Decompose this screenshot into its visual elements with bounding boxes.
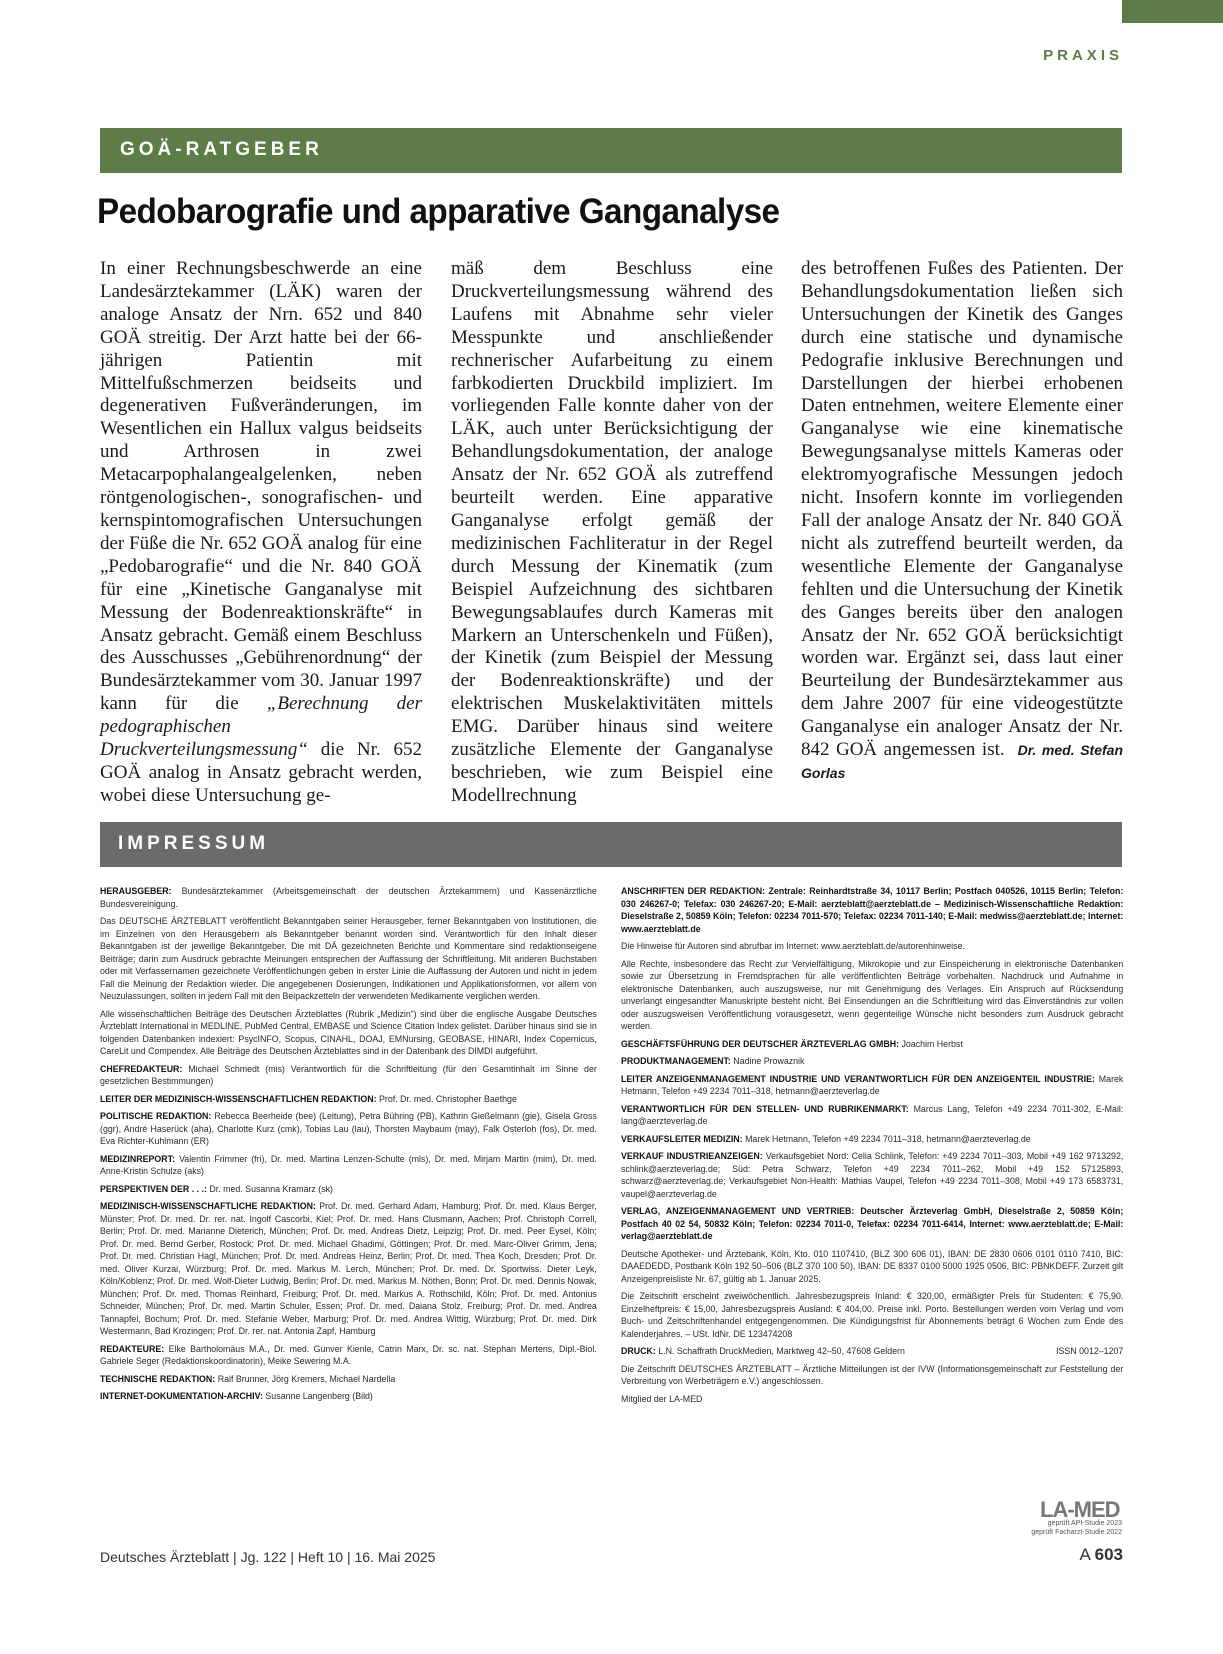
impressum-entry bbox=[100, 1184, 597, 1197]
impressum-entry bbox=[621, 1056, 1123, 1069]
article-text: die Nr. 652 GOÄ analog in Ansatz gebracht werden, wobei diese Untersuchung ge- bbox=[100, 739, 422, 806]
impressum-text: Die Zeitschrift erscheint zweiwöchentlich. Jahresbezugspreis Inland: € 320,00, ermäßigter Preis für Studenten: € 75,90. Einzelheftpreis: € 15,00, Jahresbezugspreis Ausland: € 404,00. Preise inkl. Porto. Bestellungen werden vom Verlag und vom Buch- und Zeitschriftenhandel entgegengenommen. Die Kündigungsfrist für Abonnements beträgt 6 Wochen zum Ende des Kalenderjahres. – USt. IdNr. DE 123474208 bbox=[621, 1291, 1124, 1340]
impressum-entry bbox=[100, 1344, 597, 1369]
impressum-text: Elke Bartholomäus M.A., Dr. med. Gunver Kienle, Catrin Marx, Dr. sc. nat. Stephan Mertens, Dipl.-Biol. Gabriele Seger (Redaktionskoordinatorin), Meike Sewering M.A. bbox=[100, 1343, 597, 1367]
article-column-1 bbox=[100, 258, 422, 808]
impressum-text: Dr. med. Susanna Kramarz (sk) bbox=[209, 1183, 333, 1195]
impressum-text: Marek Hetmann, Telefon +49 2234 7011–318, hetmann@aerzteverlag.de bbox=[621, 1073, 1124, 1097]
corner-color-tab bbox=[1122, 0, 1223, 23]
impressum-entry bbox=[621, 1039, 1123, 1052]
impressum-text: Susanne Langenberg (Bild) bbox=[265, 1391, 373, 1402]
impressum-entry bbox=[100, 1391, 597, 1404]
page-prefix: A bbox=[1079, 1545, 1090, 1564]
lamed-note: geprüft API-Studie 2023 bbox=[1047, 1520, 1122, 1527]
impressum-label: VERKAUF INDUSTRIEANZEIGEN: bbox=[621, 1151, 763, 1162]
article-title: Pedobarografie und apparative Ganganalyse bbox=[97, 192, 780, 231]
impressum-text: Joachim Herbst bbox=[901, 1038, 963, 1050]
impressum-label: REDAKTEURE: bbox=[100, 1343, 165, 1355]
impressum-entry bbox=[621, 1104, 1123, 1129]
impressum-text: Marek Hetmann, Telefon +49 2234 7011–318, hetmann@aerzteverlag.de bbox=[745, 1133, 1031, 1145]
impressum-bar: IMPRESSUM bbox=[100, 822, 1122, 867]
impressum-label: MEDIZINISCH-WISSENSCHAFTLICHE REDAKTION: bbox=[100, 1201, 316, 1212]
lamed-notes bbox=[1012, 1520, 1122, 1537]
impressum-text: Alle wissenschaftlichen Beiträge des Deutschen Ärzteblattes (Rubrik „Medizin“) sind über die englische Ausgabe Deutsches Ärzteblatt International in MEDLINE, PubMed Central, EMBASE und Science Citation Index gelistet. Darüber hinaus sind sie in folgenden Datenbanken indexiert: PsycINFO, Scopus, CINAHL, DOAJ, EMNursing, GEOBASE, HINARI, Index Copernicus, CareLit und Compendex. Alle Beiträge des Deutschen Ärzteblattes sind in der Datenbank des DIMDI aufgeführt. bbox=[100, 1008, 597, 1057]
impressum-entry bbox=[100, 916, 597, 1004]
impressum-entry bbox=[100, 1201, 597, 1339]
impressum-label: LEITER ANZEIGENMANAGEMENT INDUSTRIE UND VERANTWORTLICH FÜR DEN ANZEIGENTEIL INDUSTRIE: bbox=[621, 1073, 1095, 1085]
impressum-label: HERAUSGEBER: bbox=[100, 886, 172, 897]
impressum-label: LEITER DER MEDIZINISCH-WISSENSCHAFTLICHEN REDAKTION: bbox=[100, 1093, 377, 1105]
impressum-right-column bbox=[621, 886, 1123, 1411]
impressum-label: MEDIZINREPORT: bbox=[100, 1153, 176, 1165]
impressum-label: VERKAUFSLEITER MEDIZIN: bbox=[621, 1133, 743, 1145]
impressum-text: Die Hinweise für Autoren sind abrufbar im Internet: www.aerzteblatt.de/autorenhinweise. bbox=[621, 941, 965, 952]
article-body bbox=[100, 258, 1123, 806]
impressum-entry bbox=[100, 1094, 597, 1107]
section-label: PRAXIS bbox=[1043, 47, 1123, 64]
impressum-label: VERANTWORTLICH FÜR DEN STELLEN- UND RUBRIKENMARKT: bbox=[621, 1103, 909, 1115]
impressum-entry bbox=[100, 886, 597, 911]
impressum-entry bbox=[100, 1009, 597, 1059]
impressum-left-column bbox=[100, 886, 597, 1409]
impressum-entry bbox=[621, 1151, 1123, 1201]
article-column-2: mäß dem Beschluss eine Druckverteilungsmessung während des Laufens mit Abnahme sehr vieler Messpunkte und anschließender rechnerischer Aufarbeitung zu einem farbkodierten Druckbild impliziert. Im vorliegenden Falle konnte daher von der LÄK, auch unter Berücksichtigung der Behandlungsdokumentation, der analoge Ansatz der Nr. 652 GOÄ als zutreffend beurteilt werden. Eine apparative Ganganalyse erfolgt gemäß der medizinischen Fachliteratur in der Regel durch Messung der Kinematik (zum Beispiel Aufzeichnung des sichtbaren Bewegungsablaufes durch Kameras mit Markern an Unterschenkeln und Füßen), der Kinetik (zum Beispiel der Messung der Bodenreaktionskräfte) und der elektrischen Muskelaktivitäten mittels EMG. Darüber hinaus sind weitere zusätzliche Elemente der Ganganalyse beschrieben, wie zum Beispiel eine Modellrechnung bbox=[451, 258, 773, 806]
impressum-entry bbox=[621, 1291, 1123, 1341]
article-author: Dr. med. Stefan Gorlas bbox=[801, 742, 1123, 781]
impressum-text: Nadine Prowaznik bbox=[733, 1056, 805, 1067]
lamed-note: geprüft Facharzt-Studie 2022 bbox=[1031, 1528, 1122, 1536]
page-number: 603 bbox=[1094, 1545, 1123, 1564]
impressum-label: GESCHÄFTSFÜHRUNG DER DEUTSCHER ÄRZTEVERLAG GMBH: bbox=[621, 1038, 900, 1050]
impressum-text: Michael Schmedt (mis) Verantwortlich für die Schriftleitung (für den Gesamtinhalt im Sinne der gesetzlichen Bestimmungen) bbox=[100, 1063, 597, 1087]
impressum-entry bbox=[621, 941, 1123, 954]
impressum-label: TECHNISCHE REDAKTION: bbox=[100, 1373, 216, 1385]
impressum-label: ANSCHRIFTEN DER REDAKTION: bbox=[621, 886, 766, 897]
impressum-label: DRUCK: bbox=[621, 1346, 656, 1357]
impressum-entry bbox=[621, 959, 1123, 1034]
impressum-entry bbox=[621, 1394, 1123, 1407]
lamed-logo-text: LA-MED bbox=[1040, 1497, 1120, 1522]
impressum-entry bbox=[621, 1249, 1123, 1287]
impressum-label: PRODUKTMANAGEMENT: bbox=[621, 1056, 731, 1067]
impressum-text: Bundesärztekammer (Arbeitsgemeinschaft der deutschen Ärztekammern) und Kassenärztliche Bundesvereinigung. bbox=[100, 886, 597, 910]
impressum-entry bbox=[621, 1074, 1123, 1099]
impressum-text: Das DEUTSCHE ÄRZTEBLATT veröffentlicht Bekanntgaben seiner Herausgeber, ferner Bekanntgaben von Institutionen, die im Einzelnen von den Herausgebern als Bekanntgeber benannt worden sind. Verantwortlich für den Inhalt dieser Bekanntgaben ist der jeweilige Bekanntgeber. Die mit DÄ gezeichneten Berichte und Kommentare sind redaktionseigene Beiträge; darin zum Ausdruck gebrachte Meinungen entsprechen der Auffassung der Schriftleitung. Mit anderen Buchstaben oder mit Verfassernamen gezeichnete Veröffentlichungen geben in erster Linie die Auffassung der Autoren und nicht in jedem Fall die Meinung der Redaktion wieder. Die angegebenen Dosierungen, Indikationen und Applikationsformen, vor allem von Neuzulassungen, sollten in jedem Fall mit den Beipackzetteln der verwendeten Medikamente verglichen werden. bbox=[100, 916, 597, 1002]
impressum-entry bbox=[100, 1111, 597, 1149]
impressum-text: Valentin Frimmer (fri), Dr. med. Martina Lenzen-Schulte (mls), Dr. med. Mirjam Martin (mim), Dr. med. Anne-Kristin Schulze (aks) bbox=[100, 1153, 597, 1177]
impressum-label: VERLAG, ANZEIGENMANAGEMENT UND VERTRIEB: bbox=[621, 1206, 855, 1217]
impressum-entry bbox=[621, 1346, 1123, 1359]
article-text: des betroffenen Fußes des Patienten. Der Behandlungsdokumentation ließen sich Untersuchungen der Kinetik des Ganges durch eine statische und dynamische Pedografie inklusive Berechnungen und Darstellungen der hierbei erhobenen Daten entnehmen, weitere Elemente einer Ganganalyse wie eine kinematische Bewegungsanalyse mittels Kameras oder elektromyografische Messungen jedoch nicht. Insofern konnte im vorliegenden Fall der analoge Ansatz der Nr. 840 GOÄ nicht als zutreffend beurteilt werden, da wesentliche Elemente der Ganganalyse fehlten und die Untersuchung der Kinetik des Ganges bereits über den analogen Ansatz der Nr. 652 GOÄ berücksichtigt worden war. Ergänzt sei, dass laut einer Beurteilung der Bundesärztekammer aus dem Jahre 2007 für eine videogestützte Ganganalyse ein analoger Ansatz der Nr. 842 GOÄ angemessen ist. bbox=[801, 258, 1123, 761]
impressum-text: Die Zeitschrift DEUTSCHES ÄRZTEBLATT – Ärztliche Mitteilungen ist der IVW (Informationsgemeinschaft zur Feststellung der Verbreitung von Werbeträgern e.V.) angeschlossen. bbox=[621, 1363, 1124, 1387]
impressum-text: Ralf Brunner, Jörg Kremers, Michael Nardella bbox=[217, 1373, 396, 1385]
impressum-entry bbox=[621, 1206, 1123, 1244]
footer-page bbox=[1079, 1545, 1123, 1565]
impressum-entry bbox=[621, 886, 1123, 936]
footer-citation: Deutsches Ärzteblatt | Jg. 122 | Heft 10 | 16. Mai 2025 bbox=[100, 1549, 436, 1565]
impressum-text: Zentrale: Reinhardtstraße 34, 10117 Berlin; Postfach 040526, 10115 Berlin; Telefon: 030 246267-0; Telefax: 030 246267-20; E-Mail: aerzteblatt@aerzteblatt.de – Medizinisch-Wissenschaftliche Redaktion: Dieselstraße 2, 50859 Köln; Telefon: 02234 7011-570; Telefax: 02234 7011-140; E-Mail: medwiss@aerzteblatt.de; Internet: www.aerzteblatt.de bbox=[621, 886, 1124, 935]
impressum-entry bbox=[100, 1154, 597, 1179]
impressum-text: Marcus Lang, Telefon +49 2234 7011-302, E-Mail: lang@aerzteverlag.de bbox=[621, 1103, 1124, 1127]
impressum-text: Deutsche Apotheker- und Ärztebank, Köln, Kto. 010 1107410, (BLZ 300 606 01), IBAN: DE 2830 0606 0101 0110 7410, BIC: DAAEDEDD, Postbank Köln 192 50–506 (BLZ 370 100 50), IBAN: DE 8337 0100 5000 1925 0506, BIC: PBNKDEFF. Zurzeit gilt Anzeigenpreisliste Nr. 67, gültig ab 1. Januar 2025. bbox=[621, 1248, 1124, 1285]
impressum-text: Alle Rechte, insbesondere das Recht zur Vervielfältigung, Mikrokopie und zur Einspeicherung in elektronische Datenbanken sowie zur Übersetzung in Fremdsprachen für alle veröffentlichten Beiträge vorbehalten. Nachdruck und Aufnahme in elektronische Datenbanken, auch auszugsweise, nur mit Genehmigung des Verlages. Ein Anspruch auf Rücksendung unverlangt eingesandter Manuskripte besteht nicht. Bei Einsendungen an die Schriftleitung wird das Einverständnis zur vollen oder auszugsweisen Veröffentlichung vorausgesetzt, wenn gegenteilige Wünsche nicht besonders zum Ausdruck gebracht werden. bbox=[621, 958, 1124, 1032]
impressum-text: L.N. Schaffrath DruckMedien, Marktweg 42–50, 47608 Geldern bbox=[658, 1346, 905, 1357]
impressum-text: Rebecca Beerheide (bee) (Leitung), Petra Bühring (PB), Kathrin Gießelmann (gie), Gisela Gross (ggr), André Haserück (aha), Charlotte Kurz (cmk), Tobias Lau (lau), Thorsten Maybaum (may), Falk Osterloh (fos), Dr. med. Eva Richter-Kuhlmann (ER) bbox=[100, 1111, 597, 1147]
impressum-entry bbox=[100, 1064, 597, 1089]
impressum-label: INTERNET-DOKUMENTATION-ARCHIV: bbox=[100, 1391, 263, 1402]
article-column-3 bbox=[801, 258, 1123, 785]
article-text: In einer Rechnungsbeschwerde an eine Landesärztekammer (LÄK) waren der analoge Ansatz der Nrn. 652 und 840 GOÄ streitig. Der Arzt hatte bei der 66-jährigen Patientin mit Mittelfußschmerzen beidseits und degenerativen Fußveränderungen, im Wesentlichen ein Hallux valgus beidseits und Arthrosen in zwei Metacarpophalangealgelenken, neben röntgenologischen-, sonografischen- und kernspintomografischen Untersuchungen der Füße die Nr. 652 GOÄ analog für eine „Pedobarografie“ und die Nr. 840 GOÄ für eine „Kinetische Ganganalyse mit Messung der Bodenreaktionskräfte“ in Ansatz gebracht. Gemäß einem Beschluss des Ausschusses „Gebührenordnung“ der Bundesärztekammer vom 30. Januar 1997 kann für die bbox=[100, 258, 422, 715]
impressum-text: Deutscher Ärzteverlag GmbH, Dieselstraße 2, 50859 Köln; Postfach 40 02 54, 50832 Köln; Telefon: 02234 7011-0, Telefax: 02234 7011-6414, Internet: www.aerzteblatt.de; E-Mail: verlag@aerzteblatt.de bbox=[621, 1206, 1124, 1242]
impressum-entry bbox=[621, 1364, 1123, 1389]
article-quote: „Berechnung der pedographischen Druckverteilungsmessung“ bbox=[100, 693, 422, 761]
impressum-text: Verkaufsgebiet Nord: Celia Schlink, Telefon: +49 2234 7011–303, Mobil +49 162 9713292, schlink@aerzteverlag.de; Süd: Petra Schwarz, Telefon +49 2234 7011–262, Mobil +49 152 57125893, schwarz@aerzteverlag.de; Verkaufsgebiet Non-Health: Mathias Vaupel, Telefon +49 2234 7011–308, Mobil +49 173 6583731, vaupel@aerzteverlag.de bbox=[621, 1151, 1124, 1200]
issn-number: ISSN 0012–1207 bbox=[1056, 1346, 1124, 1357]
impressum-entry bbox=[621, 1134, 1123, 1147]
impressum-label: CHEFREDAKTEUR: bbox=[100, 1063, 183, 1075]
impressum-text: Mitglied der LA-MED bbox=[621, 1393, 703, 1405]
impressum-entry bbox=[100, 1374, 597, 1387]
impressum-text: Prof. Dr. med. Christopher Baethge bbox=[379, 1093, 517, 1105]
impressum-label: POLITISCHE REDAKTION: bbox=[100, 1111, 212, 1122]
impressum-text: Prof. Dr. med. Gerhard Adam, Hamburg; Prof. Dr. med. Klaus Berger, Münster; Prof. Dr. med. Dr. rer. nat. Ingolf Cascorbi, Kiel; Prof. Dr. med. Hans Clusmann, Aachen; Prof. Christoph Correll, Berlin; Prof. Dr. med. Marianne Dieterich, München; Prof. Dr. med. Andreas Dietz, Leipzig; Prof. Dr. med. Peer Eysel, Köln; Prof. Dr. med. Bernd Gerber, Rostock; Prof. Dr. med. Michael Ghadimi, Göttingen; Prof. Dr. med. Marc-Oliver Grimm, Jena; Prof. Dr. med. Christian Hagl, München; Prof. Dr. med. Andreas Heinz, Berlin; Prof. Dr. med. Thea Koch, Dresden; Prof. Dr. med. Oliver Kurzai, Würzburg; Prof. Dr. med. Markus M. Lerch, München; Prof. Dr. med. Dr. Sportwiss. Dieter Leyk, Köln/Koblenz; Prof. Dr. med. Wolf-Dieter Ludwig, Berlin; Prof. Dr. med. Markus M. Nöthen, Bonn; Prof. Dr. med. Dennis Nowak, München; Prof. Dr. med. Thomas Reinhard, Freiburg; Prof. Dr. med. Markus A. Rothschild, Köln; Prof. Dr. med. Antonius Schneider, München; Prof. Dr. med. Martin Schuler, Essen; Prof. Dr. med. Daiana Stolz, Freiburg; Prof. Dr. med. Andrea Tannapfel, Bochum; Prof. Dr. med. Stefanie Weber, Marburg; Prof. Dr. med. Andrea Wittig, Würzburg; Prof. Dr. med. Dirk Westermann, Bad Krozingen; Prof. Dr. rer. nat. Antonia Zapf, Hamburg bbox=[100, 1201, 597, 1337]
rubric-bar: GOÄ-RATGEBER bbox=[100, 128, 1122, 173]
impressum-label: PERSPEKTIVEN DER . . .: bbox=[100, 1183, 207, 1195]
